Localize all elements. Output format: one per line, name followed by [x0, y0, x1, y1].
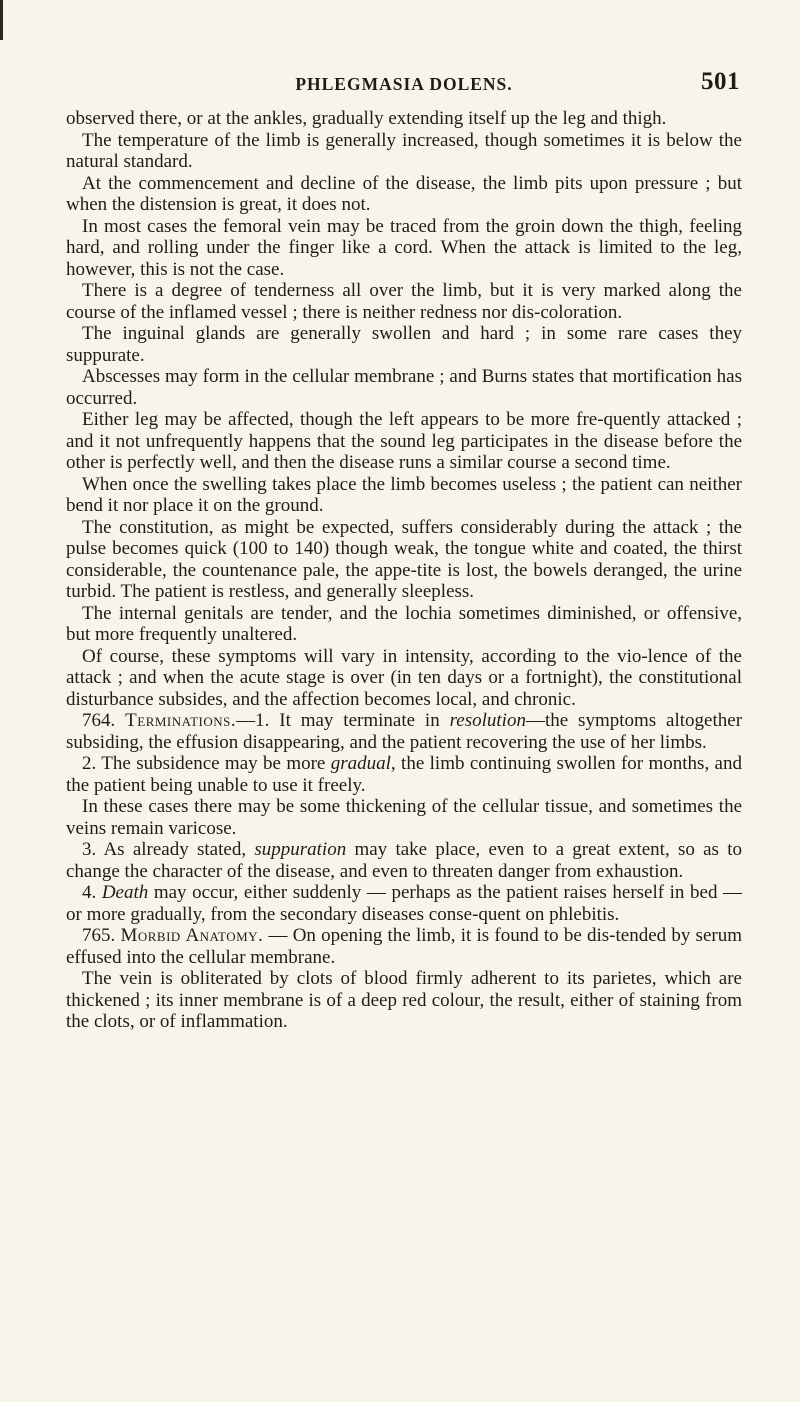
page-edge-mark: [0, 0, 3, 40]
paragraph: There is a degree of tenderness all over the limb, but it is very marked along the course of the inflamed vessel ; there is neither redness nor dis-coloration.: [66, 280, 742, 323]
terminations-paragraph: [66, 710, 742, 753]
page-header: [66, 0, 742, 108]
page-number: 501: [701, 68, 740, 95]
book-page: [66, 0, 742, 1033]
paragraph: [66, 839, 742, 882]
paragraph: The internal genitals are tender, and the lochia sometimes diminished, or offensive, but more frequently unaltered.: [66, 602, 742, 645]
text-run: 4.: [82, 882, 97, 903]
paragraph: In these cases there may be some thickening of the cellular tissue, and sometimes the veins remain varicose.: [66, 796, 742, 839]
paragraph: [66, 882, 742, 925]
paragraph: Either leg may be affected, though the left appears to be more fre-quently attacked ; and it not unfrequently happens that the sound leg participates in the disease before the other is perfectly well, and then the disease runs a similar course a second time.: [66, 409, 742, 473]
text-run: 2. The subsidence may be more: [82, 753, 326, 774]
text-run: —1. It may terminate in: [236, 710, 440, 731]
emphasis-term: suppuration: [254, 839, 347, 860]
text-run: — On opening the limb, it is found to be dis-tended by serum effused into the cellular membrane.: [66, 925, 742, 968]
paragraph: Of course, these symptoms will vary in intensity, according to the vio-lence of the attack ; and when the acute stage is over (in ten days or a fortnight), the constitutional disturbance subsides, and the affection becomes local, and chronic.: [66, 645, 742, 710]
section-heading: Terminations.: [125, 710, 237, 731]
paragraph: At the commencement and decline of the disease, the limb pits upon pressure ; but when the distension is great, it does not.: [66, 172, 742, 215]
morbid-anatomy-paragraph: [66, 925, 742, 968]
paragraph: The inguinal glands are generally swollen and hard ; in some rare cases they suppurate.: [66, 323, 742, 366]
running-head: PHLEGMASIA DOLENS.: [295, 74, 513, 94]
text-run: may occur, either suddenly — perhaps as the patient raises herself in bed — or more gradually, from the secondary diseases conse-quent on phlebitis.: [66, 882, 743, 925]
text-run: the limb continuing swollen for months, and the patient being unable to use it freely.: [66, 753, 742, 796]
paragraph: Abscesses may form in the cellular membrane ; and Burns states that mortification has occurred.: [66, 366, 742, 409]
body-text: [66, 108, 742, 1033]
paragraph: The constitution, as might be expected, suffers considerably during the attack ; the pulse becomes quick (100 to 140) though weak, the tongue white and coated, the thirst considerable, the countenance pale, the appe-tite is lost, the bowels deranged, the urine turbid. The patient is restless, and generally sleepless.: [66, 516, 742, 602]
text-run: 3. As already stated,: [82, 839, 247, 860]
paragraph: observed there, or at the ankles, gradually extending itself up the leg and thigh.: [66, 108, 667, 129]
section-number: 764.: [82, 710, 116, 731]
paragraph: When once the swelling takes place the limb becomes useless ; the patient can neither bend it nor place it on the ground.: [66, 473, 742, 516]
section-number: 765.: [82, 925, 116, 946]
paragraph: [66, 753, 742, 796]
emphasis-term: resolution: [449, 710, 526, 731]
emphasis-term: Death: [101, 882, 149, 903]
text-run: may take place, even to a great extent, so as to change the character of the disease, and even to threaten danger from exhaustion.: [66, 839, 742, 882]
paragraph: In most cases the femoral vein may be traced from the groin down the thigh, feeling hard, and rolling under the finger like a cord. When the attack is limited to the leg, however, this is not the case.: [66, 215, 742, 280]
paragraph: The temperature of the limb is generally increased, though sometimes it is below the natural standard.: [66, 129, 742, 172]
text-run: —the symptoms altogether subsiding, the effusion disappearing, and the patient recovering the use of her limbs.: [66, 710, 743, 753]
paragraph: The vein is obliterated by clots of blood firmly adherent to its parietes, which are thickened ; its inner membrane is of a deep red colour, the result, either of staining from the clots, or of inflammation.: [66, 968, 742, 1032]
emphasis-term: gradual,: [330, 753, 396, 774]
section-heading: Morbid Anatomy.: [120, 925, 264, 946]
